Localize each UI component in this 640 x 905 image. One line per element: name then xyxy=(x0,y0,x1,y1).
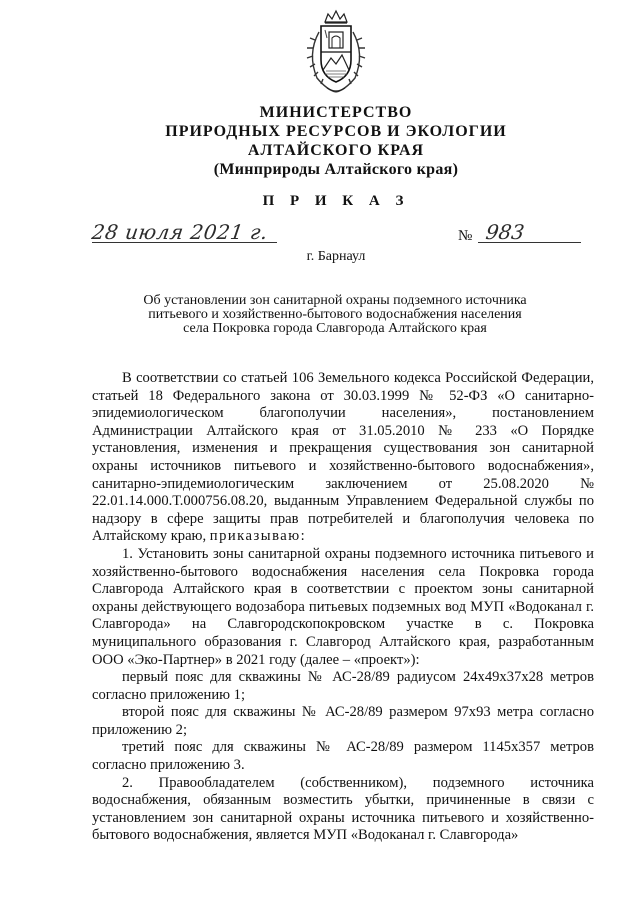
order-keyword: приказываю: xyxy=(209,528,307,545)
paragraph-third-belt: третий пояс для скважины № АС-28/89 размером 1145х357 метров согласно приложению 3. xyxy=(92,739,594,774)
paragraph-second-belt: второй пояс для скважины № АС-28/89 размером 97х93 метра согласно приложению 2; xyxy=(92,704,594,738)
order-date: 28 июля 2021 г. xyxy=(90,220,270,244)
order-body xyxy=(92,370,594,845)
number-underline xyxy=(478,242,581,243)
ministry-header xyxy=(0,103,640,179)
number-sign: № xyxy=(458,228,473,244)
subject-line-2: питьевого и хозяйственно-бытового водоснабжения населения xyxy=(148,307,522,322)
order-number: 983 xyxy=(484,220,526,244)
ministry-line-2: ПРИРОДНЫХ РЕСУРСОВ И ЭКОЛОГИИ xyxy=(165,123,507,140)
subject-line-1: Об установлении зон санитарной охраны подземного источника xyxy=(143,293,527,308)
paragraph-item-2: 2. Правообладателем (собственником), подземного источника водоснабжения, обязанным возместить убытки, причиненные в связи с установлением зон санитарной охраны источника питьевого и хозяйственно-бытового водоснабжения, является МУП «Водоканал г. Славгорода» xyxy=(92,774,594,844)
date-underline xyxy=(92,242,277,243)
preamble-text: В соответствии со статьей 106 Земельного кодекса Российской Федерации, статьей 18 Федерального закона от 30.03.1999 № 52-ФЗ «О санитарно-эпидемиологическом благополучии населения», постановлением Администрации Алтайского края от 31.05.2010 № 233 «О Порядке установления, изменения и прекращения существования зон санитарной охраны источников питьевого и хозяйственно-бытового водоснабжения», санитарно-эпидемиологическим заключением от 25.08.2020 № 22.01.14.000.Т.000756.08.20, выданным Управлением Федеральной службы по надзору в сфере защиты прав потребителей и благополучия человека по Алтайскому краю, xyxy=(92,370,594,545)
paragraph-first-belt: первый пояс для скважины № АС-28/89 радиусом 24х49х37х28 метров согласно приложению 1; xyxy=(92,669,594,703)
ministry-short-name: (Минприроды Алтайского края) xyxy=(213,161,459,178)
paragraph-item-1: 1. Установить зоны санитарной охраны подземного источника питьевого и хозяйственно-бытового водоснабжения населения села Покровка города Славгорода Алтайского края в соответствии с проектом зоны санитарной охраны действующего водозабора питьевых подземных вод МУП «Водоканал г. Славгорода» на Славгородскопокровском участке в с. Покровка муниципального образования г. Славгород Алтайского края, разработанным ООО «Эко-Партнер» в 2021 году (далее – «проект»): xyxy=(92,545,594,668)
subject-line-3: села Покровка города Славгорода Алтайского края xyxy=(183,321,487,336)
city-name: г. Барнаул xyxy=(306,249,366,264)
ministry-line-3: АЛТАЙСКОГО КРАЯ xyxy=(247,142,425,159)
order-subject xyxy=(120,294,550,336)
order-title: П Р И К А З xyxy=(262,193,410,209)
coat-of-arms-icon xyxy=(301,8,371,96)
paragraph-preamble xyxy=(92,370,594,546)
ministry-line-1: МИНИСТЕРСТВО xyxy=(259,104,413,121)
